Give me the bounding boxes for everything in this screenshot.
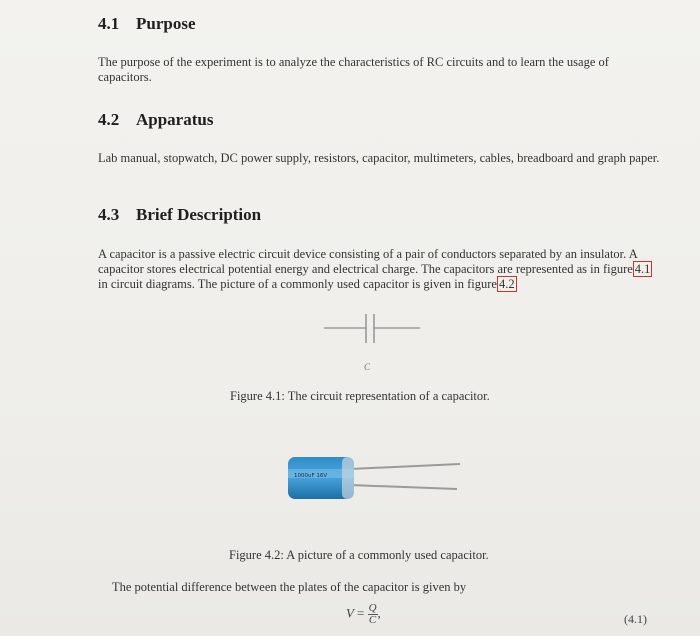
section-number: 4.2 bbox=[98, 110, 120, 129]
section-title: Apparatus bbox=[136, 110, 214, 129]
brief-description-paragraph bbox=[98, 247, 663, 292]
figure-ref-4-1[interactable]: 4.1 bbox=[634, 262, 651, 276]
description-text-2: in circuit diagrams. The picture of a commonly used capacitor is given in figure bbox=[98, 277, 497, 291]
description-text-1: A capacitor is a passive electric circuit device consisting of a pair of conductors separated by an insulator. A capacitor stores electrical potential energy and electrical charge. The capacitors are represented as in figure bbox=[98, 247, 638, 276]
section-title: Purpose bbox=[136, 14, 196, 33]
figure-4-1-caption: Figure 4.1: The circuit representation of a capacitor. bbox=[230, 389, 490, 403]
equation-number: (4.1) bbox=[624, 612, 647, 626]
capacitor-symbol-figure bbox=[320, 310, 430, 375]
figure-4-2-caption: Figure 4.2: A picture of a commonly used capacitor. bbox=[229, 548, 489, 562]
section-number: 4.1 bbox=[98, 14, 120, 33]
capacitor-symbol-label: C bbox=[364, 362, 371, 372]
equation-lhs: V bbox=[346, 605, 354, 621]
section-number: 4.3 bbox=[98, 205, 120, 224]
purpose-paragraph: The purpose of the experiment is to analyze the characteristics of RC circuits and to learn the usage of capacitors. bbox=[98, 55, 609, 84]
equation-fraction bbox=[368, 603, 378, 626]
capacitor-end-cap bbox=[342, 457, 354, 499]
equation-denominator: C bbox=[368, 614, 377, 626]
equation-equals: = bbox=[356, 605, 365, 621]
apparatus-paragraph: Lab manual, stopwatch, DC power supply, resistors, capacitor, multimeters, cables, breadboard and graph paper. bbox=[98, 151, 660, 165]
equation-suffix: , bbox=[377, 605, 381, 621]
section-heading-brief-description bbox=[98, 205, 261, 225]
capacitor-photo-figure bbox=[282, 445, 472, 515]
equation-4-1 bbox=[346, 603, 381, 626]
section-heading-purpose bbox=[98, 14, 196, 34]
section-heading-apparatus bbox=[98, 110, 213, 130]
figure-ref-4-2[interactable]: 4.2 bbox=[498, 277, 515, 291]
section-title: Brief Description bbox=[136, 205, 262, 224]
capacitor-wire-top bbox=[350, 464, 460, 469]
equation-intro: The potential difference between the plates of the capacitor is given by bbox=[112, 580, 467, 594]
equation-numerator: Q bbox=[368, 602, 377, 614]
capacitor-print: 1000uF 16V bbox=[294, 473, 328, 479]
capacitor-wire-bottom bbox=[350, 485, 457, 489]
